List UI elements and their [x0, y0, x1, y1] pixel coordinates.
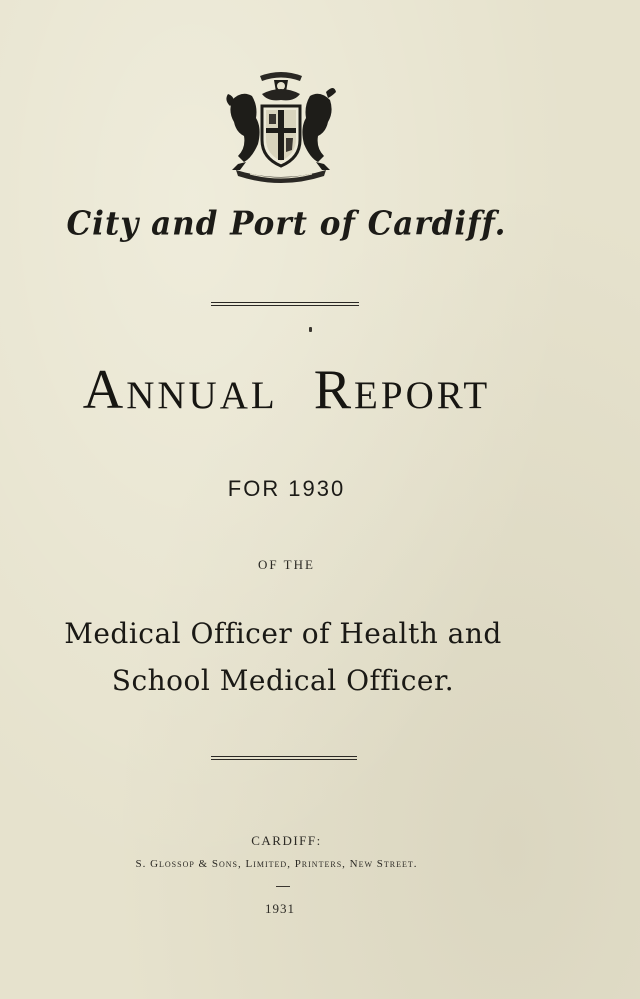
for-label: FOR [227, 476, 281, 501]
report-year-line [0, 476, 573, 502]
officer-line-1: Medical Officer of Health and [64, 617, 502, 650]
report-title-word1: Annual [82, 359, 278, 421]
report-title-word2: Report [313, 359, 491, 421]
imprint-printers: S. Glossop & Sons, Limited, Printers, New Street. [135, 858, 418, 870]
double-rule-bottom [211, 756, 357, 760]
report-title [0, 360, 573, 420]
of-the-label: OF THE [258, 557, 315, 572]
report-year: 1930 [288, 476, 346, 501]
officer-line-2: School Medical Officer. [111, 664, 455, 697]
double-rule-top [211, 302, 359, 306]
coat-of-arms-icon [222, 66, 340, 190]
imprint-year: 1931 [265, 901, 295, 916]
imprint-place: CARDIFF: [251, 833, 322, 848]
ornament-dot [309, 327, 312, 332]
city-title: City and Port of Cardiff. [66, 205, 507, 243]
imprint-dash [276, 886, 290, 887]
